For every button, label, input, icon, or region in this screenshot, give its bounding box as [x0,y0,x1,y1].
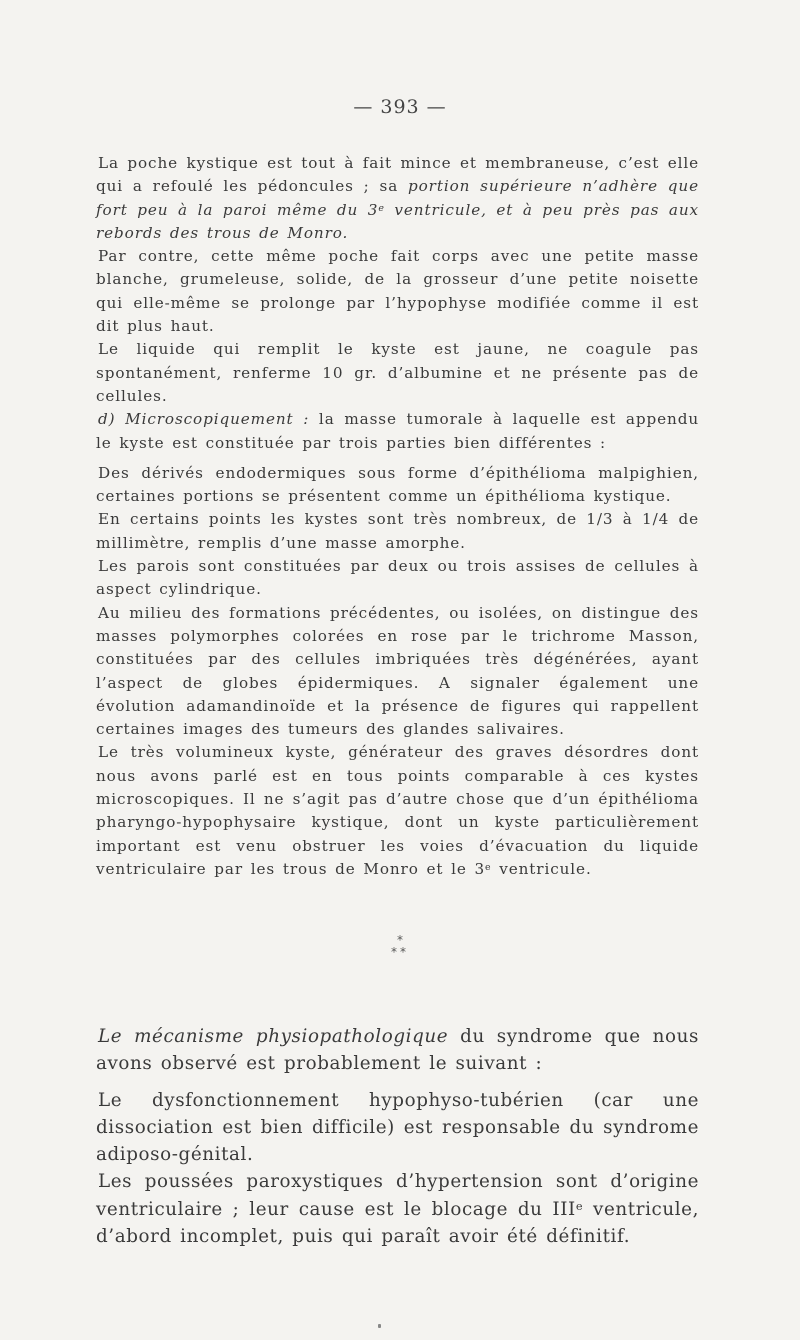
superscript: e [575,1198,584,1213]
text-run: ventricule, d’abord incomplet, puis qui paraît avoir été définitif. [96,1198,700,1248]
superscript: e [378,202,385,214]
italic-text: Le mécanisme physiopathologique [98,1026,449,1047]
body-text-top [96,152,699,881]
text-run: Le très volumineux kyste, générateur des graves désordres dont nous avons parlé est en tous points comparable à ces kystes microscopiques. Il ne s’agit pas d’autre chose que d’un épithélioma pharyngo-hypophysaire kystique, dont un kyste particulièrement important est venu obstruer les voies d’évacuation du liquide ventriculaire par les trous de Monro et le 3 [96,743,699,878]
paragraph [96,462,699,509]
text-run: Le dysfonctionnement hypophyso-tubérien (car une dissociation est bien difficile) est responsable du syndrome adiposo-génital. [96,1089,699,1166]
asterism-stars-bottom: ** [391,945,409,959]
asterism-star-top: * [397,933,403,947]
text-run: En certains points les kystes sont très nombreux, de 1/3 à 1/4 de millimètre, remplis d’une masse amorphe. [96,510,699,552]
paragraph [96,408,699,455]
text-run: ventricule. [491,859,592,878]
paragraph [96,555,699,602]
text-run: Le liquide qui remplit le kyste est jaune, ne coagule pas spontanément, renferme 10 gr. d’albumine et ne présente pas de cellules. [96,340,699,405]
paragraph [96,152,699,245]
page-number: — 393 — [353,96,447,118]
text-run: La poche kystique est tout à fait mince et membraneuse, c’est elle qui a refoulé les pédoncules ; sa [96,154,699,196]
paragraph [96,338,699,408]
text-run: Les poussées paroxystiques d’hypertension sont d’origine ventriculaire ; leur cause est le blocage du III [96,1171,699,1220]
text-run: Des dérivés endodermiques sous forme d’épithélioma malpighien, certaines portions se présentent comme un épithélioma kystique. [96,463,699,506]
paragraph [96,602,699,742]
text-run: du syndrome que nous avons observé est probablement le suivant : [96,1026,700,1075]
text-run: Les parois sont constituées par deux ou trois assises de cellules à aspect cylindrique. [96,557,699,599]
superscript: e [485,861,492,873]
italic-text: ventricule, et à peu près pas aux rebords des trous de Monro. [96,200,700,242]
italic-text: portion supérieure n’adhère que fort peu à la paroi même du 3 [96,177,699,219]
paper-speck [378,1324,381,1328]
paragraph [96,741,699,881]
paragraph [96,245,699,338]
body-text-bottom [96,1023,699,1250]
text-run: Au milieu des formations précédentes, ou isolées, on distingue des masses polymorphes colorées en rose par le trichrome Masson, constituées par des cellules imbriquées très dégénérées, ayant l’aspect de globes épidermiques. A signaler également une évolution adamandinoïde et la présence de figures qui rappellent certaines images des tumeurs des glandes salivaires. [96,603,699,739]
text-run: Par contre, cette même poche fait corps avec une petite masse blanche, grumeleuse, solide, de la grosseur d’une petite noisette qui elle-même se prolonge par l’hypophyse modifiée comme il est dit plus haut. [96,247,699,336]
text-run: la masse tumorale à laquelle est appendu le kyste est constituée par trois parties bien différentes : [96,410,700,452]
asterism-divider [370,934,430,974]
paragraph [96,508,699,555]
paragraph [96,1023,699,1078]
italic-text: d) Microscopiquement : [98,410,310,429]
paragraph [96,1087,699,1169]
paragraph [96,1168,699,1250]
